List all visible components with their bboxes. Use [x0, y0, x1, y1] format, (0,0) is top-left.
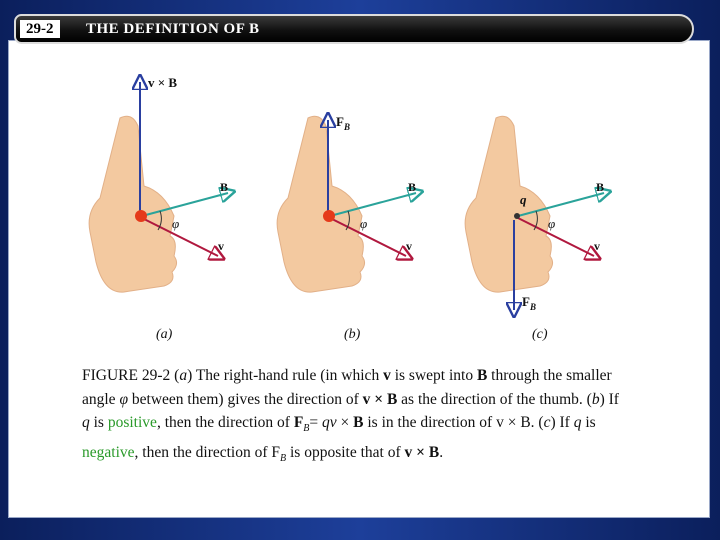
v-label-b: v: [406, 239, 412, 253]
vxB-label-a: v × B: [148, 75, 178, 90]
phi-label-b: φ: [360, 216, 368, 231]
charge-b: [323, 210, 335, 222]
panel-c: [465, 116, 604, 342]
figure-caption: FIGURE 29-2 (a) The right-hand rule (in which v is swept into B through the smaller angle φ between them) gives the direction of v × B as the direction of the thumb. (b) If q is positive, then the direction of $F_B=$ qv × B is in the direction of v × B. (c) If q is negative, then the direction of $F_B$ is opposite that of v × B.: [82, 367, 619, 464]
B-label-c: B: [596, 180, 605, 194]
positive-term: positive: [107, 414, 157, 431]
right-hand-rule-figure: [70, 70, 630, 350]
caption-tag-a: a: [179, 367, 188, 384]
q-label-c: q: [520, 192, 527, 207]
section-title: THE DEFINITION OF B: [86, 21, 260, 37]
B-label-b: B: [408, 180, 417, 194]
caption-tag-b: b: [591, 390, 600, 408]
phi-label-a: φ: [172, 216, 180, 231]
charge-a: [135, 210, 147, 222]
hand-a: [89, 116, 176, 292]
panel-a: [89, 75, 228, 342]
charge-c: [514, 213, 520, 219]
figure-label: FIGURE 29-2: [82, 367, 171, 384]
panel-label-b: (b): [344, 327, 361, 342]
B-label-a: B: [220, 180, 229, 194]
phi-label-c: φ: [548, 216, 556, 231]
negative-term: negative: [82, 443, 135, 461]
v-label-a: v: [218, 239, 224, 253]
hand-c: [465, 116, 552, 292]
v-label-c: v: [594, 239, 600, 253]
hand-b: [277, 116, 364, 292]
panel-b: [277, 114, 416, 342]
panel-label-c: (c): [532, 327, 548, 342]
FB-label-c: $F_B$: [522, 294, 536, 312]
FB-label-b: $F_B$: [336, 114, 350, 132]
title-bar: [14, 14, 694, 44]
section-number: 29-2: [20, 20, 60, 38]
panel-label-a: (a): [156, 327, 173, 342]
caption-tag-c: c: [543, 414, 551, 431]
